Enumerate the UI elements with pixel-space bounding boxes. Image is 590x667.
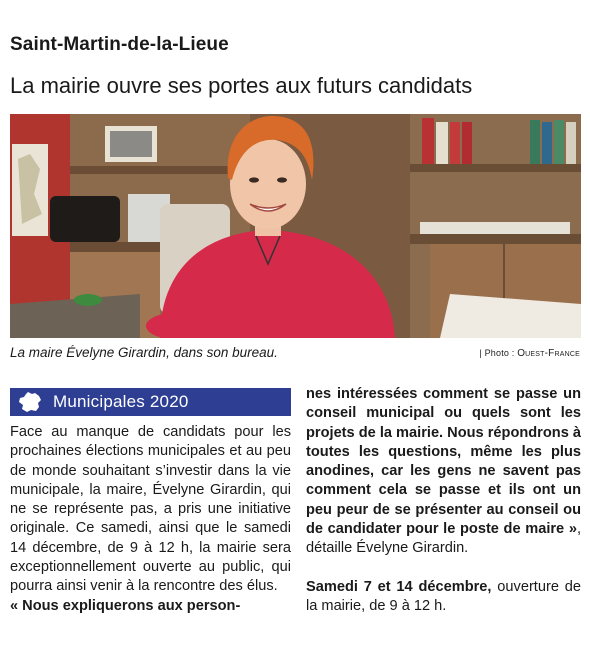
info-text: ouverture de la mairie, de 9 à 12 h. bbox=[306, 578, 581, 614]
article-photo bbox=[10, 114, 581, 338]
banner-title: Municipales 2020 bbox=[53, 392, 189, 411]
quote-start: « Nous expliquerons aux person- bbox=[10, 597, 241, 614]
photo-credit-prefix: | Photo : bbox=[479, 348, 518, 358]
section-banner bbox=[10, 388, 291, 416]
info-box bbox=[306, 578, 581, 617]
article-headline: La mairie ouvre ses portes aux futurs candidats bbox=[10, 73, 473, 98]
body-paragraph: Face au manque de candidats pour les prochaines élections municipales et au peu de monde souhaitant s’investir dans la vie municipale, la maire, Évelyne Girardin, qui ne se représente pas, a pris une initiative originale. Ce samedi, ainsi que le samedi 14 décembre, de 9 à 12 h, la mairie sera exceptionnellement ouverte au public, qui pourra ainsi venir à la rencontre des élus. bbox=[10, 424, 291, 595]
column-right bbox=[306, 385, 581, 616]
france-map-icon bbox=[17, 391, 43, 413]
photo-caption: La maire Évelyne Girardin, dans son bureau. bbox=[10, 345, 278, 360]
quote-attribution: , détaille Évelyne Girardin. bbox=[306, 521, 581, 557]
info-date: Samedi 7 et 14 décembre, bbox=[306, 578, 492, 595]
column-left bbox=[10, 423, 291, 616]
locality-heading: Saint-Martin-de-la-Lieue bbox=[10, 34, 229, 55]
photo-credit bbox=[479, 348, 580, 359]
photo-credit-source: Ouest-France bbox=[517, 348, 580, 359]
quote-continuation: nes intéressées comment se passe un conseil municipal ou quels sont les projets de la mairie. Nous répondrons à toutes les questions, même les plus anodines, car les gens ne savent pas comment cela se passe et ils ont un peu peur de se présenter au conseil ou de candidater pour le poste de maire » bbox=[306, 386, 581, 538]
